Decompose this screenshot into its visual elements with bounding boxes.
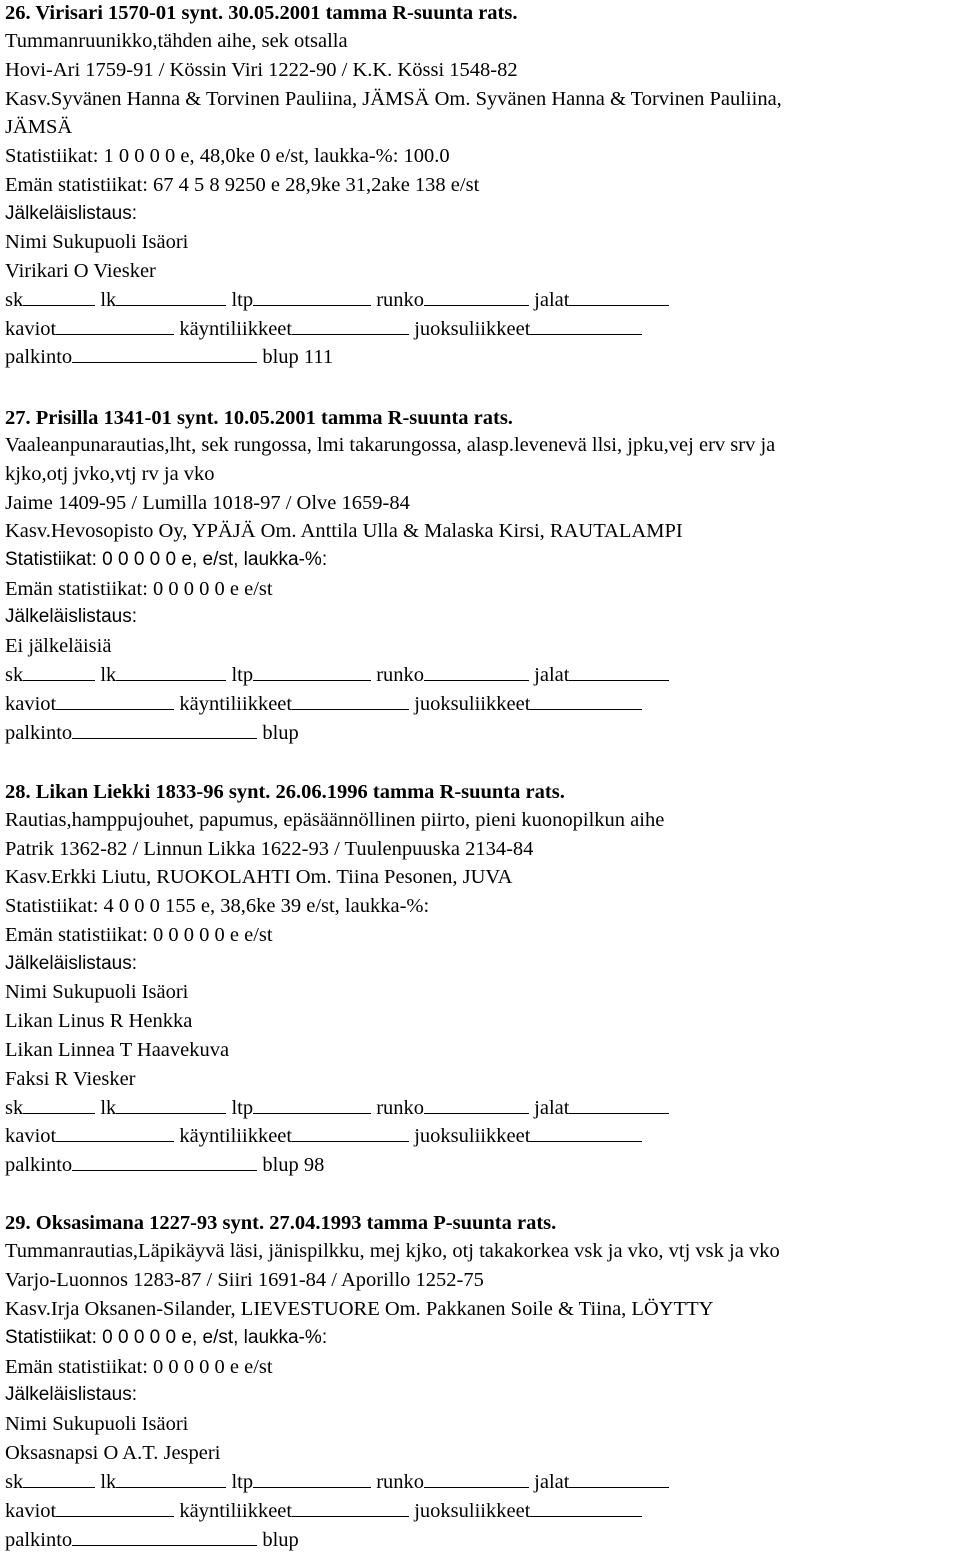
entry-27-description: Vaaleanpunarautias,lht, sek rungossa, lmi takarungossa, alasp.levenevä llsi, jpku,vej erv srv ja xyxy=(5,434,776,456)
juoksu-label: juoksuliikkeet xyxy=(414,1500,531,1522)
jalat-blank xyxy=(569,1095,669,1114)
runko-blank xyxy=(424,1469,529,1488)
entry-28-offspring-2: Likan Linnea T Haavekuva xyxy=(5,1039,230,1061)
entry-26-offspring-label: Jälkeläislistaus: xyxy=(5,203,137,224)
entry-26-dam-statistics: Emän statistiikat: 67 4 5 8 9250 e 28,9ke 31,2ake 138 e/st xyxy=(5,174,480,196)
ltp-label: ltp xyxy=(231,1097,254,1119)
juoksu-blank xyxy=(530,1498,642,1517)
entry-28-offspring-label: Jälkeläislistaus: xyxy=(5,953,137,974)
ltp-blank xyxy=(253,1095,371,1114)
palkinto-label: palkinto xyxy=(5,1529,73,1551)
ltp-label: ltp xyxy=(231,1471,254,1493)
palkinto-blank xyxy=(72,1152,257,1171)
runko-label: runko xyxy=(376,1097,425,1119)
juoksu-label: juoksuliikkeet xyxy=(414,693,531,715)
blup-label: blup xyxy=(262,1154,299,1176)
kaynti-label: käyntiliikkeet xyxy=(179,1500,293,1522)
entry-26-statistics: Statistiikat: 1 0 0 0 0 e, 48,0ke 0 e/st, laukka-%: 100.0 xyxy=(5,145,450,167)
jalat-blank xyxy=(569,1469,669,1488)
entry-27-no-offspring: Ei jälkeläisiä xyxy=(5,635,112,657)
jalat-blank xyxy=(569,287,669,306)
entry-28-pedigree: Patrik 1362-82 / Linnun Likka 1622-93 / Tuulenpuuska 2134-84 xyxy=(5,838,534,860)
entry-27-form-row-3 xyxy=(5,719,299,747)
kaviot-blank xyxy=(56,1498,174,1517)
palkinto-blank xyxy=(72,1527,257,1546)
entry-27-pedigree: Jaime 1409-95 / Lumilla 1018-97 / Olve 1659-84 xyxy=(5,492,410,514)
kaynti-label: käyntiliikkeet xyxy=(179,318,293,340)
entry-28-offspring-3: Faksi R Viesker xyxy=(5,1068,136,1090)
sk-blank xyxy=(23,287,95,306)
palkinto-blank xyxy=(72,344,257,363)
lk-blank xyxy=(116,287,226,306)
kaynti-blank xyxy=(292,1498,409,1517)
entry-29-pedigree: Varjo-Luonnos 1283-87 / Siiri 1691-84 / Aporillo 1252-75 xyxy=(5,1269,484,1291)
entry-26-breeder-owner-cont: JÄMSÄ xyxy=(5,116,73,138)
lk-label: lk xyxy=(100,1097,117,1119)
lk-blank xyxy=(116,1469,226,1488)
entry-29-form-row-3 xyxy=(5,1526,299,1554)
sk-label: sk xyxy=(5,664,24,686)
palkinto-blank xyxy=(72,720,257,739)
entry-29-form-row-1 xyxy=(5,1468,669,1496)
palkinto-label: palkinto xyxy=(5,346,73,368)
kaviot-label: kaviot xyxy=(5,693,57,715)
runko-blank xyxy=(424,1095,529,1114)
sk-blank xyxy=(23,662,95,681)
entry-29-breeder-owner: Kasv.Irja Oksanen-Silander, LIEVESTUORE Om. Pakkanen Soile & Tiina, LÖYTTY xyxy=(5,1298,714,1320)
entry-28-title: 28. Likan Liekki 1833-96 synt. 26.06.1996 tamma R-suunta rats. xyxy=(5,781,565,803)
juoksu-blank xyxy=(530,316,642,335)
jalat-blank xyxy=(569,662,669,681)
lk-blank xyxy=(116,662,226,681)
kaynti-blank xyxy=(292,691,409,710)
entry-29-description: Tummanrautias,Läpikäyvä läsi, jänispilkku, mej kjko, otj takakorkea vsk ja vko, vtj vsk ja vko xyxy=(5,1240,780,1262)
kaviot-blank xyxy=(56,316,174,335)
palkinto-label: palkinto xyxy=(5,1154,73,1176)
sk-label: sk xyxy=(5,289,24,311)
entry-27-form-row-2 xyxy=(5,690,642,718)
jalat-label: jalat xyxy=(534,664,570,686)
entry-26-offspring-1: Virikari O Viesker xyxy=(5,260,156,282)
kaviot-label: kaviot xyxy=(5,1500,57,1522)
lk-label: lk xyxy=(100,1471,117,1493)
entry-28-offspring-1: Likan Linus R Henkka xyxy=(5,1010,193,1032)
kaynti-blank xyxy=(292,316,409,335)
entry-28-form-row-3 xyxy=(5,1151,324,1179)
blup-label: blup xyxy=(262,346,299,368)
juoksu-blank xyxy=(530,691,642,710)
blup-label: blup xyxy=(262,1529,299,1551)
entry-29-offspring-header: Nimi Sukupuoli Isäori xyxy=(5,1413,189,1435)
runko-label: runko xyxy=(376,1471,425,1493)
entry-27-form-row-1 xyxy=(5,661,669,689)
entry-26-description: Tummanruunikko,tähden aihe, sek otsalla xyxy=(5,30,348,52)
sk-blank xyxy=(23,1095,95,1114)
lk-blank xyxy=(116,1095,226,1114)
entry-26-offspring-header: Nimi Sukupuoli Isäori xyxy=(5,231,189,253)
blup-label: blup xyxy=(262,722,299,744)
ltp-label: ltp xyxy=(231,289,254,311)
entry-27-breeder-owner: Kasv.Hevosopisto Oy, YPÄJÄ Om. Anttila Ulla & Malaska Kirsi, RAUTALAMPI xyxy=(5,520,683,542)
ltp-blank xyxy=(253,1469,371,1488)
juoksu-label: juoksuliikkeet xyxy=(414,318,531,340)
blup-value: 98 xyxy=(303,1154,325,1176)
juoksu-blank xyxy=(530,1123,642,1142)
palkinto-label: palkinto xyxy=(5,722,73,744)
entry-28-breeder-owner: Kasv.Erkki Liutu, RUOKOLAHTI Om. Tiina Pesonen, JUVA xyxy=(5,866,513,888)
entry-29-dam-statistics: Emän statistiikat: 0 0 0 0 0 e e/st xyxy=(5,1356,273,1378)
jalat-label: jalat xyxy=(534,1471,570,1493)
entry-29-statistics: Statistiikat: 0 0 0 0 0 e, e/st, laukka-%: xyxy=(5,1327,328,1348)
entry-27-offspring-label: Jälkeläislistaus: xyxy=(5,606,137,627)
entry-28-form-row-2 xyxy=(5,1122,642,1150)
ltp-blank xyxy=(253,287,371,306)
entry-26-breeder-owner: Kasv.Syvänen Hanna & Torvinen Pauliina, JÄMSÄ Om. Syvänen Hanna & Torvinen Pauliina, xyxy=(5,88,782,110)
kaynti-blank xyxy=(292,1123,409,1142)
sk-blank xyxy=(23,1469,95,1488)
sk-label: sk xyxy=(5,1097,24,1119)
kaviot-blank xyxy=(56,691,174,710)
entry-26-form-row-1 xyxy=(5,286,669,314)
juoksu-label: juoksuliikkeet xyxy=(414,1125,531,1147)
jalat-label: jalat xyxy=(534,1097,570,1119)
entry-28-description: Rautias,hamppujouhet, papumus, epäsäännöllinen piirto, pieni kuonopilkun aihe xyxy=(5,809,665,831)
kaynti-label: käyntiliikkeet xyxy=(179,693,293,715)
jalat-label: jalat xyxy=(534,289,570,311)
entry-27-description-cont: kjko,otj jvko,vtj rv ja vko xyxy=(5,463,215,485)
ltp-label: ltp xyxy=(231,664,254,686)
entry-28-form-row-1 xyxy=(5,1094,669,1122)
kaviot-label: kaviot xyxy=(5,318,57,340)
entry-29-offspring-label: Jälkeläislistaus: xyxy=(5,1384,137,1405)
entry-29-offspring-1: Oksasnapsi O A.T. Jesperi xyxy=(5,1442,221,1464)
entry-27-dam-statistics: Emän statistiikat: 0 0 0 0 0 e e/st xyxy=(5,578,273,600)
ltp-blank xyxy=(253,662,371,681)
runko-blank xyxy=(424,662,529,681)
entry-28-statistics: Statistiikat: 4 0 0 0 155 e, 38,6ke 39 e/st, laukka-%: xyxy=(5,895,430,917)
kaviot-blank xyxy=(56,1123,174,1142)
entry-26-title: 26. Virisari 1570-01 synt. 30.05.2001 tamma R-suunta rats. xyxy=(5,2,518,24)
entry-29-form-row-2 xyxy=(5,1497,642,1525)
entry-29-title: 29. Oksasimana 1227-93 synt. 27.04.1993 tamma P-suunta rats. xyxy=(5,1212,557,1234)
kaviot-label: kaviot xyxy=(5,1125,57,1147)
lk-label: lk xyxy=(100,664,117,686)
entry-28-dam-statistics: Emän statistiikat: 0 0 0 0 0 e e/st xyxy=(5,924,273,946)
runko-label: runko xyxy=(376,289,425,311)
entry-26-pedigree: Hovi-Ari 1759-91 / Kössin Viri 1222-90 / K.K. Kössi 1548-82 xyxy=(5,59,518,81)
lk-label: lk xyxy=(100,289,117,311)
entry-27-title: 27. Prisilla 1341-01 synt. 10.05.2001 tamma R-suunta rats. xyxy=(5,407,513,429)
runko-blank xyxy=(424,287,529,306)
entry-27-statistics: Statistiikat: 0 0 0 0 0 e, e/st, laukka-%: xyxy=(5,549,328,570)
entry-26-form-row-2 xyxy=(5,315,642,343)
runko-label: runko xyxy=(376,664,425,686)
kaynti-label: käyntiliikkeet xyxy=(179,1125,293,1147)
entry-28-offspring-header: Nimi Sukupuoli Isäori xyxy=(5,981,189,1003)
entry-26-form-row-3 xyxy=(5,343,333,371)
sk-label: sk xyxy=(5,1471,24,1493)
blup-value: 111 xyxy=(303,346,334,368)
